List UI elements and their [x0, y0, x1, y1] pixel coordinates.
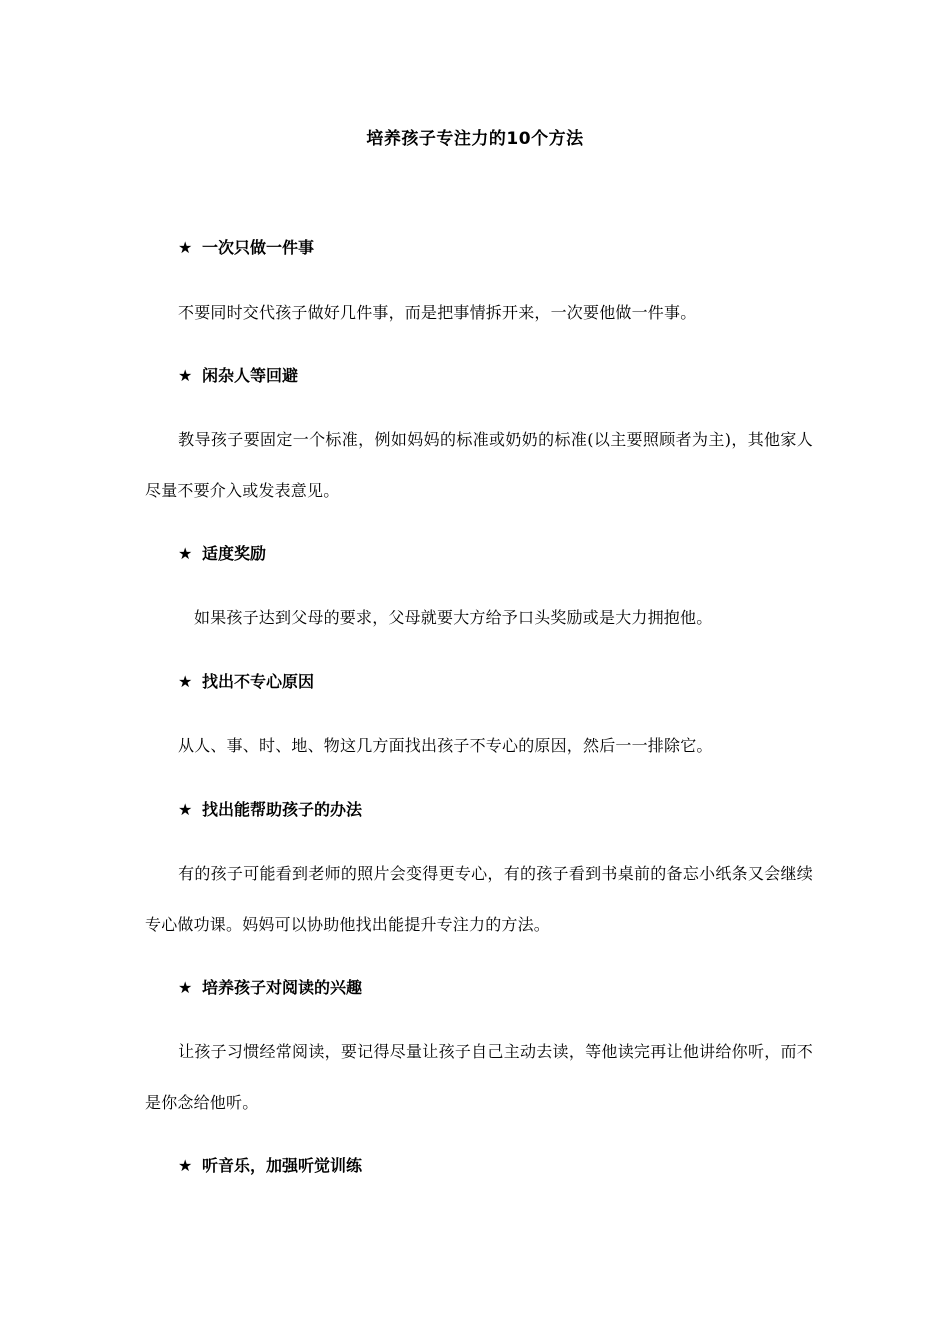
section-heading-text: 找出不专心原因: [202, 672, 315, 691]
section-heading: [178, 976, 362, 1000]
section-body-text: 教导孩子要固定一个标准，例如妈妈的标准或奶奶的标准(以主要照顾者为主)，其他家人尽量不要介入或发表意见。: [145, 430, 813, 500]
section-body: [145, 848, 813, 950]
section-body-text: 如果孩子达到父母的要求，父母就要大方给予口头奖励或是大力拥抱他。: [194, 608, 713, 627]
page-title: 培养孩子专注力的10个方法: [366, 129, 584, 149]
section-heading: [178, 1154, 362, 1178]
section-body: [145, 720, 813, 771]
star-icon: ★: [178, 800, 193, 819]
star-icon: ★: [178, 1156, 193, 1175]
section-heading-text: 培养孩子对阅读的兴趣: [202, 978, 363, 997]
section-heading: [178, 236, 314, 260]
section-body: [145, 414, 813, 516]
star-icon: ★: [178, 672, 193, 691]
star-icon: ★: [178, 978, 193, 997]
section-heading-text: 闲杂人等回避: [202, 366, 299, 385]
section-heading: [178, 670, 314, 694]
section-body: [145, 592, 813, 643]
section-heading-text: 一次只做一件事: [202, 238, 315, 257]
section-heading-text: 听音乐，加强听觉训练: [202, 1156, 363, 1175]
section-heading: [178, 798, 362, 822]
star-icon: ★: [178, 238, 193, 257]
section-heading-text: 找出能帮助孩子的办法: [202, 800, 363, 819]
star-icon: ★: [178, 544, 193, 563]
section-body: [145, 1026, 813, 1128]
section-body-text: 不要同时交代孩子做好几件事，而是把事情拆开来，一次要他做一件事。: [178, 303, 697, 322]
section-heading: [178, 542, 266, 566]
section-heading-text: 适度奖励: [202, 544, 267, 563]
section-heading: [178, 364, 298, 388]
section-body: [145, 287, 813, 338]
star-icon: ★: [178, 366, 193, 385]
section-body-text: 从人、事、时、地、物这几方面找出孩子不专心的原因，然后一一排除它。: [178, 736, 713, 755]
section-body-text: 让孩子习惯经常阅读，要记得尽量让孩子自己主动去读，等他读完再让他讲给你听，而不是你念给他听。: [145, 1042, 813, 1112]
section-body-text: 有的孩子可能看到老师的照片会变得更专心，有的孩子看到书桌前的备忘小纸条又会继续专心做功课。妈妈可以协助他找出能提升专注力的方法。: [145, 864, 813, 934]
